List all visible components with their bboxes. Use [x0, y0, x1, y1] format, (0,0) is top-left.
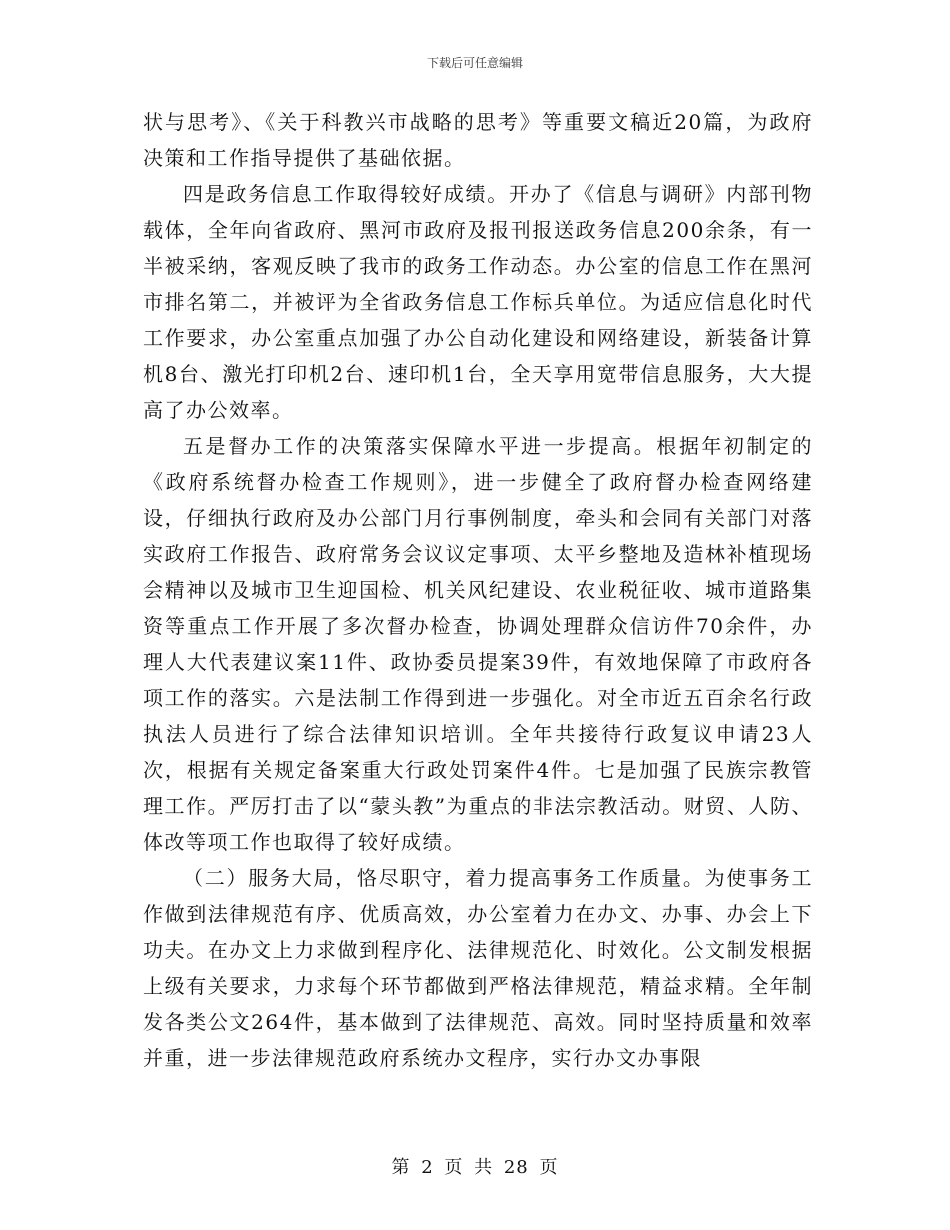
paragraph-supervision-work: 五是督办工作的决策落实保障水平进一步提高。根据年初制定的《政府系统督办检查工作规则》，进一步健全了政府督办检查网络建设，仔细执行政府及办公部门月行事例制度，牵头和会同有关部门对落实政府工作报告、政府常务会议议定事项、太平乡整地及造林补植现场会精神以及城市卫生迎国检、机关风纪建设、农业税征收、城市道路集资等重点工作开展了多次督办检查，协调处理群众信访件70余件，办理人大代表建议案11件、政协委员提案39件，有效地保障了市政府各项工作的落实。六是法制工作得到进一步强化。对全市近五百余名行政执法人员进行了综合法律知识培训。全年共接待行政复议申请23人次，根据有关规定备案重大行政处罚案件4件。七是加强了民族宗教管理工作。严厉打击了以“蒙头教”为重点的非法宗教活动。财贸、人防、体改等项工作也取得了较好成绩。 [143, 434, 813, 854]
paragraph-service-work: （二）服务大局，恪尽职守，着力提高事务工作质量。为使事务工作做到法律规范有序、优质高效，办公室着力在办文、办事、办会上下功夫。在办文上力求做到程序化、法律规范化、时效化。公文制发根据上级有关要求，力求每个环节都做到严格法律规范，精益求精。全年制发各类公文264件，基本做到了法律规范、高效。同时坚持质量和效率并重，进一步法律规范政府系统办文程序，实行办文办事限 [143, 866, 813, 1070]
page-number-footer: 第 2 页 共 28 页 [391, 1157, 559, 1178]
document-body [143, 104, 813, 1076]
page-header: 下载后可任意编辑 [426, 56, 523, 70]
paragraph-continuation: 状与思考》、《关于科教兴市战略的思考》等重要文稿近20篇，为政府决策和工作指导提供了基础依据。 [143, 110, 813, 170]
paragraph-info-work: 四是政务信息工作取得较好成绩。开办了《信息与调研》内部刊物载体，全年向省政府、黑河市政府及报刊报送政务信息200余条，有一半被采纳，客观反映了我市的政务工作动态。办公室的信息工作在黑河市排名第二，并被评为全省政务信息工作标兵单位。为适应信息化时代工作要求，办公室重点加强了办公自动化建设和网络建设，新装备计算机8台、激光打印机2台、速印机1台，全天享用宽带信息服务，大大提高了办公效率。 [143, 182, 813, 422]
